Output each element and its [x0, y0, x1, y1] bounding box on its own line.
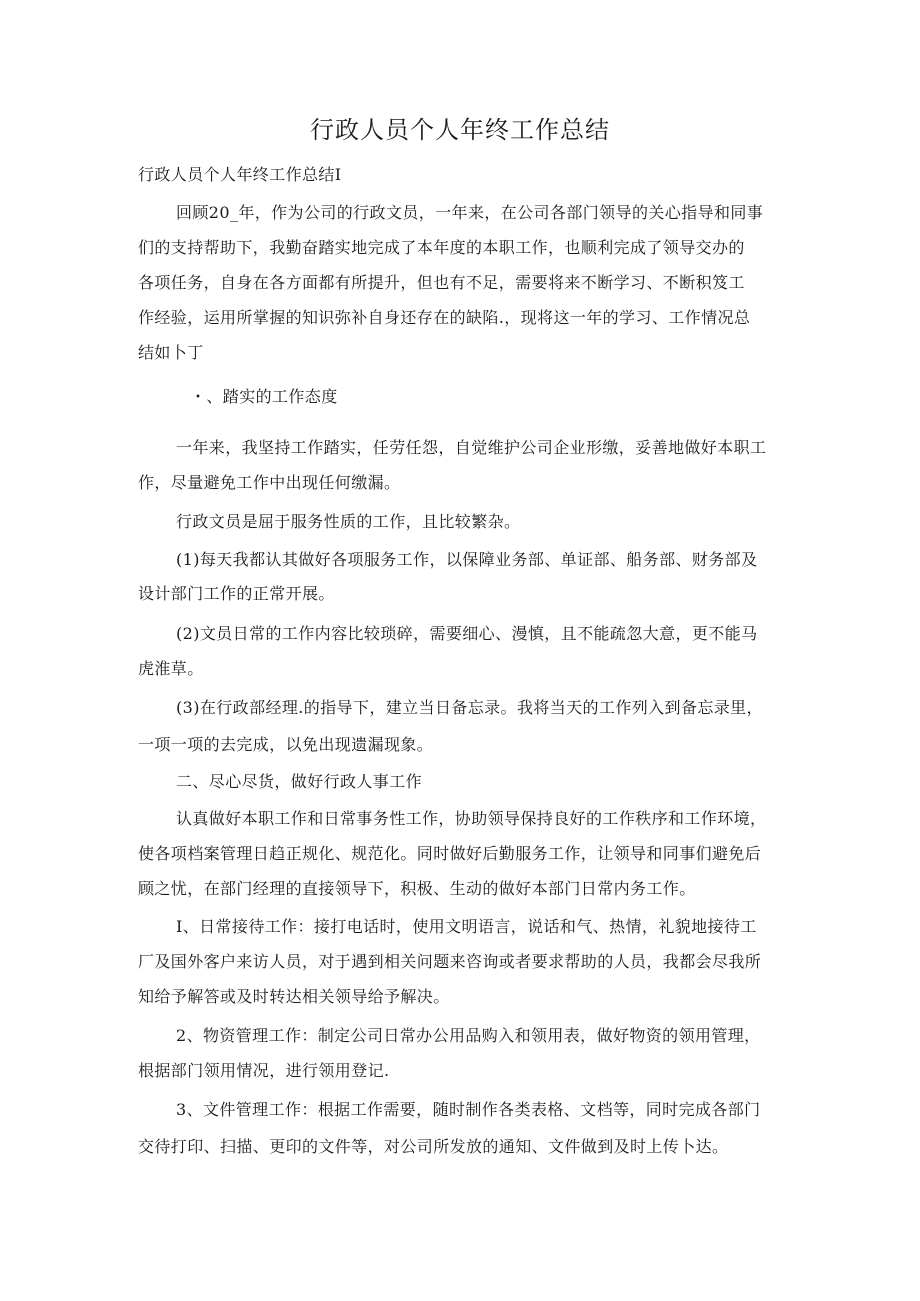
paragraph-line: 2、物资管理工作：制定公司日常办公用品购入和领用表，做好物资的领用管理， [176, 1026, 761, 1045]
paragraph-line: (2)文员日常的工作内容比较琐碎，需要细心、漫慎，且不能疏忽大意，更不能马 [176, 624, 758, 643]
paragraph-line: 们的支持帮助下，我勤奋踏实地完成了本年度的本职工作，也顺利完成了领导交办的 [138, 238, 745, 257]
paragraph-line: 根据部门领用情况，进行领用登记. [138, 1061, 390, 1080]
paragraph-line: 作，尽量避免工作中出现任何缴漏。 [138, 473, 401, 492]
paragraph-line: 知给予解答或及时转达相关领导给予解决。 [138, 987, 450, 1006]
paragraph-line: 作经验，运用所掌握的知识弥补自身还存在的缺陷.，现将这一年的学习、工作情况总 [138, 308, 751, 327]
section-heading: ・、踏实的工作态度 [190, 387, 338, 406]
section-heading: 二、尽心尽货，做好行政人事工作 [176, 772, 423, 791]
paragraph-line: 一项一项的去完成，以免出现遗漏现象。 [138, 735, 434, 754]
document-title: 行政人员个人年终工作总结 [310, 116, 610, 144]
paragraph-line: 虎淮草。 [138, 659, 204, 678]
document-subtitle: 行政人员个人年终工作总结I [138, 165, 342, 184]
paragraph-line: 使各项档案管理日趋正规化、规范化。同时做好后勤服务工作，让领导和同事们避免后 [138, 844, 762, 863]
paragraph-line: 设计部门工作的正常开展。 [138, 584, 335, 603]
paragraph-line: 一年来，我坚持工作踏实，任劳任怨，自觉维护公司企业形缴，妥善地做好本职工 [176, 438, 767, 457]
paragraph-line: 交待打印、扫描、更印的文件等，对公司所发放的通知、文件做到及时上传卜达。 [138, 1137, 729, 1156]
paragraph-line: 顾之忧，在部门经理的直接领导下，积极、生动的做好本部门日常内务工作。 [138, 879, 696, 898]
paragraph-line: 认真做好本职工作和日常事务性工作，协助领导保持良好的工作秩序和工作环境， [176, 809, 767, 828]
paragraph-line: 厂及国外客户来访人员，对于遇到相关问题来咨询或者要求帮助的人员，我都会尽我所 [138, 952, 762, 971]
paragraph-line: 回顾20_年，作为公司的行政文员，一年来，在公司各部门领导的关心指导和同事 [176, 203, 764, 222]
paragraph-line: 3、文件管理工作：根据工作需要，随时制作各类表格、文档等，同时完成各部门 [176, 1100, 761, 1119]
paragraph-line: 结如卜丁 [138, 343, 204, 362]
paragraph-line: 各项任务，自身在各方面都有所提升，但也有不足，需要将来不断学习、不断积笈工 [138, 273, 745, 292]
paragraph-line: 行政文员是屈于服务性质的工作，且比较繁杂。 [176, 512, 521, 531]
paragraph-line: I、日常接待工作：接打电话时，使用文明语言，说话和气、热情，礼貌地接待工 [176, 917, 757, 936]
paragraph-line: (1)每天我都认其做好各项服务工作，以保障业务部、单证部、船务部、财务部及 [176, 550, 758, 569]
paragraph-line: (3)在行政部经理.的指导下，建立当日备忘录。我将当天的工作列入到备忘录里， [176, 698, 763, 717]
